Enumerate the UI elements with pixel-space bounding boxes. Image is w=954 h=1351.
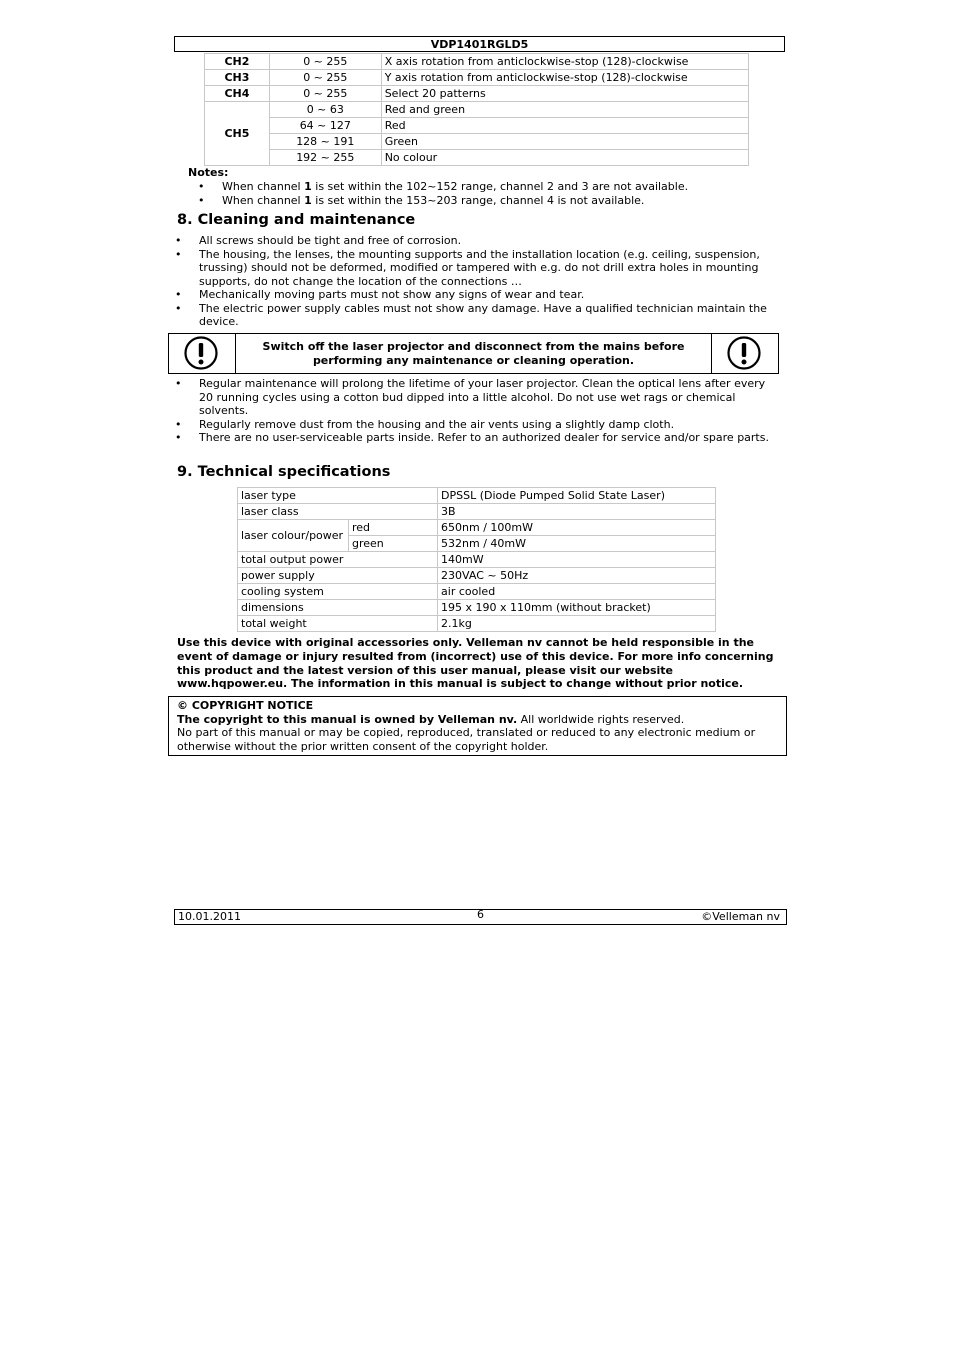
list-item	[198, 193, 782, 208]
table-row	[238, 616, 716, 632]
spec-label: cooling system	[238, 584, 438, 600]
channel-range: 64 ~ 127	[269, 118, 381, 134]
spec-value: 140mW	[438, 552, 716, 568]
list-item	[198, 180, 782, 194]
exclamation-icon	[184, 336, 218, 370]
copyright-owner: The copyright to this manual is owned by Velleman nv.	[177, 712, 518, 726]
bullet-icon: •	[175, 377, 182, 390]
table-row	[205, 102, 749, 118]
channel-description: X axis rotation from anticlockwise-stop (128)-clockwise	[381, 54, 748, 70]
channel-description: Red	[381, 118, 748, 134]
table-row	[238, 584, 716, 600]
channel-table	[204, 53, 749, 166]
notes-title: Notes:	[188, 166, 229, 179]
channel-description: Select 20 patterns	[381, 86, 748, 102]
spec-label: power supply	[238, 568, 438, 584]
bullet-icon: •	[175, 301, 182, 315]
table-row	[205, 54, 749, 70]
channel-range: 0 ~ 255	[269, 54, 381, 70]
spec-value: 2.1kg	[438, 616, 716, 632]
list-item	[175, 288, 781, 302]
list-item-text: All screws should be tight and free of corrosion.	[199, 234, 462, 247]
list-item	[175, 301, 781, 329]
document-header-model: VDP1401RGLD5	[174, 36, 785, 52]
copyright-ownership	[177, 713, 778, 727]
warning-text: Switch off the laser projector and disconnect from the mains before performing any maintenance or cleaning operation.	[262, 340, 685, 367]
list-item	[175, 377, 781, 418]
copyright-rights: All worldwide rights reserved.	[517, 712, 685, 726]
channel-description: Y axis rotation from anticlockwise-stop (128)-clockwise	[381, 70, 748, 86]
maintenance-list	[175, 377, 781, 445]
page-footer	[174, 909, 787, 925]
warning-box	[168, 333, 779, 374]
spec-label: dimensions	[238, 600, 438, 616]
channel-label: CH3	[205, 70, 270, 86]
note-text: is set within the 153~203 range, channel 4 is not available.	[311, 193, 645, 207]
table-row	[238, 488, 716, 504]
spec-sublabel: green	[349, 536, 438, 552]
spec-label: laser colour/power	[238, 520, 349, 552]
list-item-text: Regular maintenance will prolong the lifetime of your laser projector. Clean the optical lens after every 20 running cycles using a cotton bud dipped into a little alcohol. Do not use wet rags or chemical solvents.	[199, 377, 766, 417]
channel-range: 128 ~ 191	[269, 134, 381, 150]
spec-label: total weight	[238, 616, 438, 632]
copyright-title: © COPYRIGHT NOTICE	[177, 699, 314, 712]
spec-table	[237, 487, 716, 632]
table-row	[205, 86, 749, 102]
channel-range: 0 ~ 255	[269, 86, 381, 102]
copyright-notice-box	[168, 696, 787, 756]
spec-value: 532nm / 40mW	[438, 536, 716, 552]
table-row	[205, 134, 749, 150]
spec-value: 230VAC ~ 50Hz	[438, 568, 716, 584]
spec-value: 195 x 190 x 110mm (without bracket)	[438, 600, 716, 616]
table-row	[238, 568, 716, 584]
channel-range: 0 ~ 63	[269, 102, 381, 118]
channel-label: CH2	[205, 54, 270, 70]
note-text: When channel	[222, 193, 305, 207]
bullet-icon: •	[175, 234, 182, 247]
list-item-text: Regularly remove dust from the housing and the air vents using a slightly damp cloth.	[199, 417, 675, 431]
spec-sublabel: red	[349, 520, 438, 536]
list-item	[175, 234, 781, 248]
channel-label: CH4	[205, 86, 270, 102]
spec-label: total output power	[238, 552, 438, 568]
spec-label: laser type	[238, 488, 438, 504]
list-item-text: The housing, the lenses, the mounting supports and the installation location (e.g. ceiling, suspension, trussing) should not be deformed, modified or tampered with e.g. do not drill extra holes in mounting supports, do not change the location of the connections …	[199, 247, 760, 288]
bullet-icon: •	[198, 193, 205, 207]
note-text: When channel	[222, 180, 305, 193]
table-row	[205, 118, 749, 134]
disclaimer-text: Use this device with original accessories only. Velleman nv cannot be held responsible in the event of damage or injury resulted from (incorrect) use of this device. For more info concerning this product and the latest version of this user manual, please visit our website www.hqpower.eu. The information in this manual is subject to change without prior notice.	[177, 636, 774, 691]
table-row	[205, 150, 749, 166]
note-channel: 1	[304, 180, 312, 193]
channel-description: No colour	[381, 150, 748, 166]
warning-icon-cell	[711, 334, 778, 373]
list-item-text: There are no user-serviceable parts inside. Refer to an authorized dealer for service and/or spare parts.	[199, 431, 769, 444]
channel-description: Green	[381, 134, 748, 150]
copyright-body: No part of this manual or may be copied, reproduced, translated or reduced to any electronic medium or otherwise without the prior written consent of the copyright holder.	[177, 726, 756, 753]
list-item	[175, 417, 781, 432]
notes-list	[198, 180, 782, 207]
list-item	[175, 431, 781, 445]
section-heading-specs: 9. Technical specifications	[177, 464, 391, 480]
channel-label: CH5	[205, 102, 270, 166]
table-row	[238, 504, 716, 520]
bullet-icon: •	[175, 431, 182, 444]
bullet-icon: •	[175, 417, 182, 431]
note-channel: 1	[304, 193, 312, 207]
spec-value: 650nm / 100mW	[438, 520, 716, 536]
table-row	[238, 600, 716, 616]
table-row	[238, 552, 716, 568]
exclamation-icon	[727, 336, 761, 370]
channel-description: Red and green	[381, 102, 748, 118]
list-item-text: The electric power supply cables must not show any damage. Have a qualified technician maintain the device.	[199, 301, 767, 328]
footer-copyright: ©Velleman nv	[701, 910, 780, 923]
spec-value: DPSSL (Diode Pumped Solid State Laser)	[438, 488, 716, 504]
spec-label: laser class	[238, 504, 438, 520]
list-item-text: Mechanically moving parts must not show any signs of wear and tear.	[199, 288, 585, 301]
cleaning-list	[175, 234, 781, 329]
table-row	[205, 70, 749, 86]
bullet-icon: •	[175, 247, 182, 261]
spec-value: air cooled	[438, 584, 716, 600]
table-row	[238, 520, 716, 536]
channel-range: 192 ~ 255	[269, 150, 381, 166]
footer-date: 10.01.2011	[178, 910, 241, 923]
section-heading-cleaning: 8. Cleaning and maintenance	[177, 212, 416, 228]
spec-value: 3B	[438, 504, 716, 520]
channel-range: 0 ~ 255	[269, 70, 381, 86]
bullet-icon: •	[175, 288, 182, 301]
list-item	[175, 247, 781, 289]
bullet-icon: •	[198, 180, 205, 193]
page-number: 6	[477, 908, 484, 921]
warning-icon-cell	[169, 334, 236, 373]
note-text: is set within the 102~152 range, channel 2 and 3 are not available.	[311, 180, 689, 193]
